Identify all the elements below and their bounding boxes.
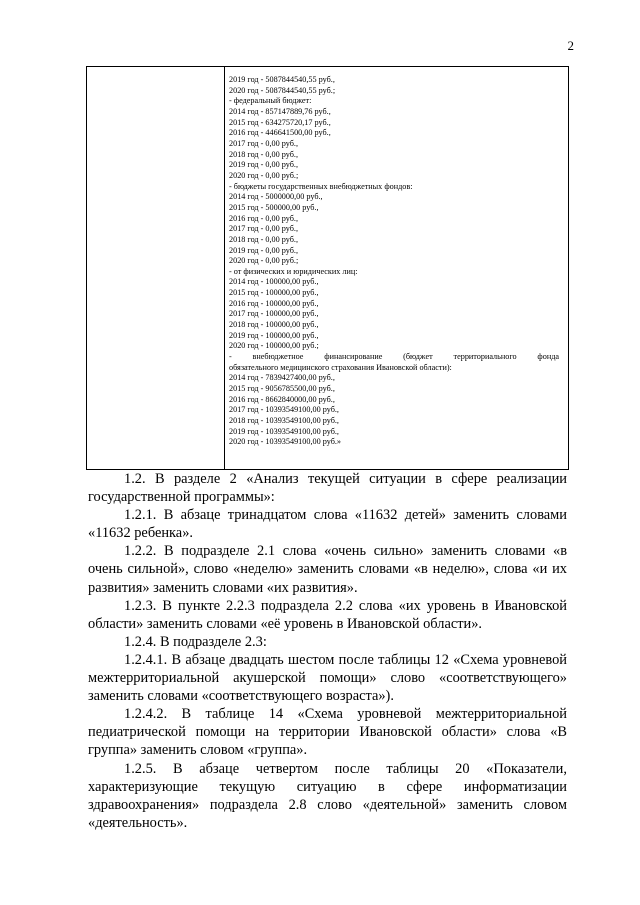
funding-line: 2017 год - 0,00 руб., [229,224,299,234]
funding-line: 2020 год - 100000,00 руб.; [229,341,319,351]
funding-line: 2020 год - 0,00 руб.; [229,170,299,180]
funding-line: 2016 год - 100000,00 руб., [229,298,319,308]
paragraph-1-2-2: 1.2.2. В подразделе 2.1 слова «очень сильно» заменить словами «в очень сильной», слово «неделю» заменить словами «в неделю», слова «и их развития» заменить словами «их развития». [88,543,567,596]
funding-line: 2014 год - 5000000,00 руб., [229,192,323,202]
funding-line: 2016 год - 8662840000,00 руб., [229,394,335,404]
funding-line: 2015 год - 100000,00 руб., [229,288,319,298]
funding-line: 2017 год - 0,00 руб., [229,138,299,148]
paragraph-1-2-4-1: 1.2.4.1. В абзаце двадцать шестом после таблицы 12 «Схема уровневой межтерриториальной акушерской помощи» слово «соответствующего» заменить словами «соответствующего возраста»). [88,651,567,705]
page-number: 2 [567,38,574,53]
funding-line: 2020 год - 5087844540,55 руб.; [229,85,336,95]
funding-line: 2015 год - 9056785500,00 руб., [229,384,335,394]
amendments-text [88,470,567,832]
funding-line: 2018 год - 10393549100,00 руб., [229,416,339,425]
funding-line: 2019 год - 5087844540,55 руб., [229,75,335,84]
funding-table [86,66,569,470]
paragraph-1-2-4-2: 1.2.4.2. В таблице 14 «Схема уровневой межтерриториальной педиатрической помощи на территории Ивановской области» слова «В группа» заменить словом «группа». [88,706,567,759]
funding-line: 2019 год - 100000,00 руб., [229,330,319,340]
funding-line: 2018 год - 0,00 руб., [229,149,299,159]
funding-line: - бюджеты государственных внебюджетных фондов: [229,181,413,191]
funding-cell [229,75,559,448]
paragraph-1-2-5: 1.2.5. В абзаце четвертом после таблицы 20 «Показатели, характеризующие текущую ситуацию в сфере информатизации здравоохранения» подраздела 2.8 слово «деятельной» заменить словом «деятельность». [88,760,567,831]
funding-line: обязательного медицинского страхования Ивановской области): [229,362,452,372]
funding-line: - федеральный бюджет: [229,96,312,106]
funding-line: 2016 год - 446641500,00 руб., [229,128,331,138]
funding-line: 2020 год - 0,00 руб.; [229,256,299,266]
funding-line: 2014 год - 7839427400,00 руб., [229,373,335,383]
funding-line: - от физических и юридических лиц: [229,266,358,276]
paragraph-1-2-4: 1.2.4. В подразделе 2.3: [124,633,267,650]
funding-line: 2019 год - 0,00 руб., [229,160,299,170]
funding-line: 2014 год - 857147889,76 руб., [229,106,331,116]
funding-line: 2017 год - 100000,00 руб., [229,309,319,319]
paragraph-1-2-3: 1.2.3. В пункте 2.2.3 подраздела 2.2 слова «их уровень в Ивановской области» заменить словами «её уровень в Ивановской области». [88,597,567,632]
funding-line: - внебюджетное финансирование (бюджет территориального фонда [229,352,559,362]
funding-line: 2015 год - 500000,00 руб., [229,202,319,212]
funding-line: 2014 год - 100000,00 руб., [229,277,319,287]
table-column-divider [224,67,225,469]
funding-line: 2019 год - 0,00 руб., [229,245,299,255]
funding-line: 2017 год - 10393549100,00 руб., [229,405,339,415]
funding-line: 2015 год - 634275720,17 руб., [229,117,331,127]
paragraph-1-2-1: 1.2.1. В абзаце тринадцатом слова «11632 детей» заменить словами «11632 ребенка». [88,507,567,542]
funding-line: 2019 год - 10393549100,00 руб., [229,426,339,436]
funding-line: 2016 год - 0,00 руб., [229,213,299,223]
funding-line: 2018 год - 100000,00 руб., [229,320,319,330]
funding-line: 2018 год - 0,00 руб., [229,234,299,244]
funding-line: 2020 год - 10393549100,00 руб.» [229,437,342,447]
paragraph-1-2: 1.2. В разделе 2 «Анализ текущей ситуации в сфере реализации государственной программы»: [88,471,567,506]
